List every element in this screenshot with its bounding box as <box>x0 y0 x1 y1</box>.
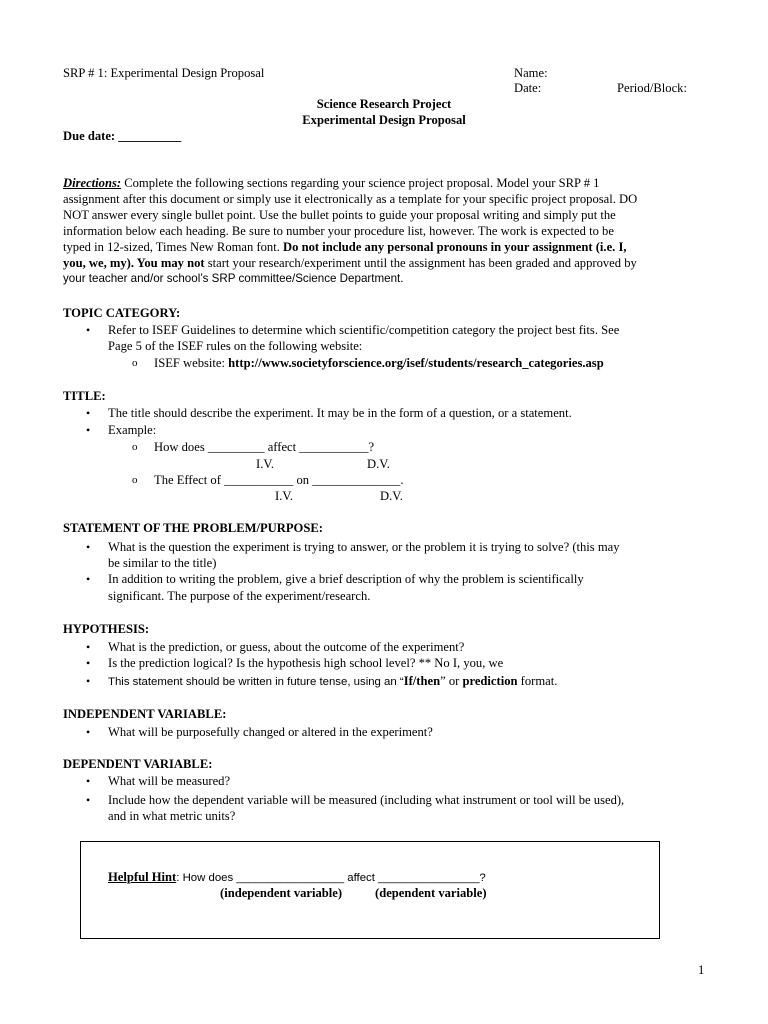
period-label: Period/Block: <box>617 81 687 95</box>
helpful-hint-box <box>80 841 660 939</box>
isef-website: o ISEF website: http://www.societyforscience.org/isef/students/research_categories.asp <box>154 355 604 371</box>
helpful-hint-label: Helpful Hint <box>108 870 177 884</box>
page-title: Science Research Project <box>316 97 452 111</box>
problem-bullet-1-line-2: be similar to the title) <box>108 556 217 570</box>
directions-line-4: information below each heading. Be sure to number your procedure list, however. The work is expected to be <box>63 224 614 238</box>
due-date: Due date: __________ <box>63 129 182 143</box>
dependent-heading: DEPENDENT VARIABLE: <box>63 757 213 771</box>
hypothesis-heading: HYPOTHESIS: <box>63 622 150 636</box>
hint-independent-variable: (independent variable) <box>220 886 343 900</box>
hypothesis-bullet-2: • Is the prediction logical? Is the hypothesis high school level? ** No I, you, we <box>108 655 702 671</box>
dependent-bullet-1: • What will be measured? <box>108 773 702 789</box>
independent-bullet-1: • What will be purposefully changed or altered in the experiment? <box>108 724 702 740</box>
topic-bullet-1-line-2: Page 5 of the ISEF rules on the following website: <box>108 339 363 353</box>
page-number: 1 <box>698 963 705 977</box>
date-label: Date: <box>514 81 542 95</box>
problem-bullet-2-line-2: significant. The purpose of the experiment/research. <box>108 589 371 603</box>
title-example-2-dv: D.V. <box>380 489 403 503</box>
isef-url: http://www.societyforscience.org/isef/students/research_categories.asp <box>228 356 604 370</box>
title-heading: TITLE: <box>63 389 106 403</box>
title-example-2-iv: I.V. <box>275 489 293 503</box>
title-bullet-2: • Example: <box>108 422 702 438</box>
problem-bullet-2-line-1: • In addition to writing the problem, give a brief description of why the problem is scientifically <box>108 571 702 587</box>
hypothesis-bullet-1: • What is the prediction, or guess, about the outcome of the experiment? <box>108 639 702 655</box>
title-example-1-dv: D.V. <box>367 457 390 471</box>
directions-line-1: Directions: Complete the following sections regarding your science project proposal. Model your SRP # 1 <box>63 176 600 190</box>
title-example-2: o The Effect of ___________ on ______________. <box>154 472 404 488</box>
helpful-hint-line: Helpful Hint: How does _________________ affect ________________? <box>108 870 486 884</box>
directions-line-2: assignment after this document or simply use it electronically as a template for your specific project proposal. DO <box>63 192 638 206</box>
problem-heading: STATEMENT OF THE PROBLEM/PURPOSE: <box>63 521 323 535</box>
directions-line-7: your teacher and/or school’s SRP committee/Science Department. <box>63 272 404 285</box>
independent-heading: INDEPENDENT VARIABLE: <box>63 707 227 721</box>
hint-dependent-variable: (dependent variable) <box>375 886 487 900</box>
topic-bullet-1-line-1: • Refer to ISEF Guidelines to determine which scientific/competition category the project best fits. See <box>108 322 702 338</box>
directions-line-5: typed in 12-sized, Times New Roman font. Do not include any personal pronouns in your assignment (i.e. I, <box>63 240 627 254</box>
name-label: Name: <box>514 66 548 80</box>
dependent-bullet-2-line-1: • Include how the dependent variable will be measured (including what instrument or tool will be used), <box>108 792 702 808</box>
directions-label: Directions: <box>63 176 122 190</box>
title-bullet-1: • The title should describe the experiment. It may be in the form of a question, or a statement. <box>108 405 702 421</box>
directions-line-6: you, we, my). You may not start your research/experiment until the assignment has been graded and approved by <box>63 256 637 270</box>
title-example-1: o How does _________ affect ___________? <box>154 439 374 455</box>
topic-heading: TOPIC CATEGORY: <box>63 306 181 320</box>
page-subtitle: Experimental Design Proposal <box>302 113 466 127</box>
hypothesis-bullet-3: • This statement should be written in future tense, using an “If/then” or prediction format. <box>108 673 702 690</box>
dependent-bullet-2-line-2: and in what metric units? <box>108 809 236 823</box>
directions-line-3: NOT answer every single bullet point. Use the bullet points to guide your proposal writing and simply put the <box>63 208 616 222</box>
title-example-1-iv: I.V. <box>256 457 274 471</box>
problem-bullet-1-line-1: • What is the question the experiment is trying to answer, or the problem it is trying to solve? (this may <box>108 539 702 555</box>
header-doc-label: SRP # 1: Experimental Design Proposal <box>63 66 265 80</box>
